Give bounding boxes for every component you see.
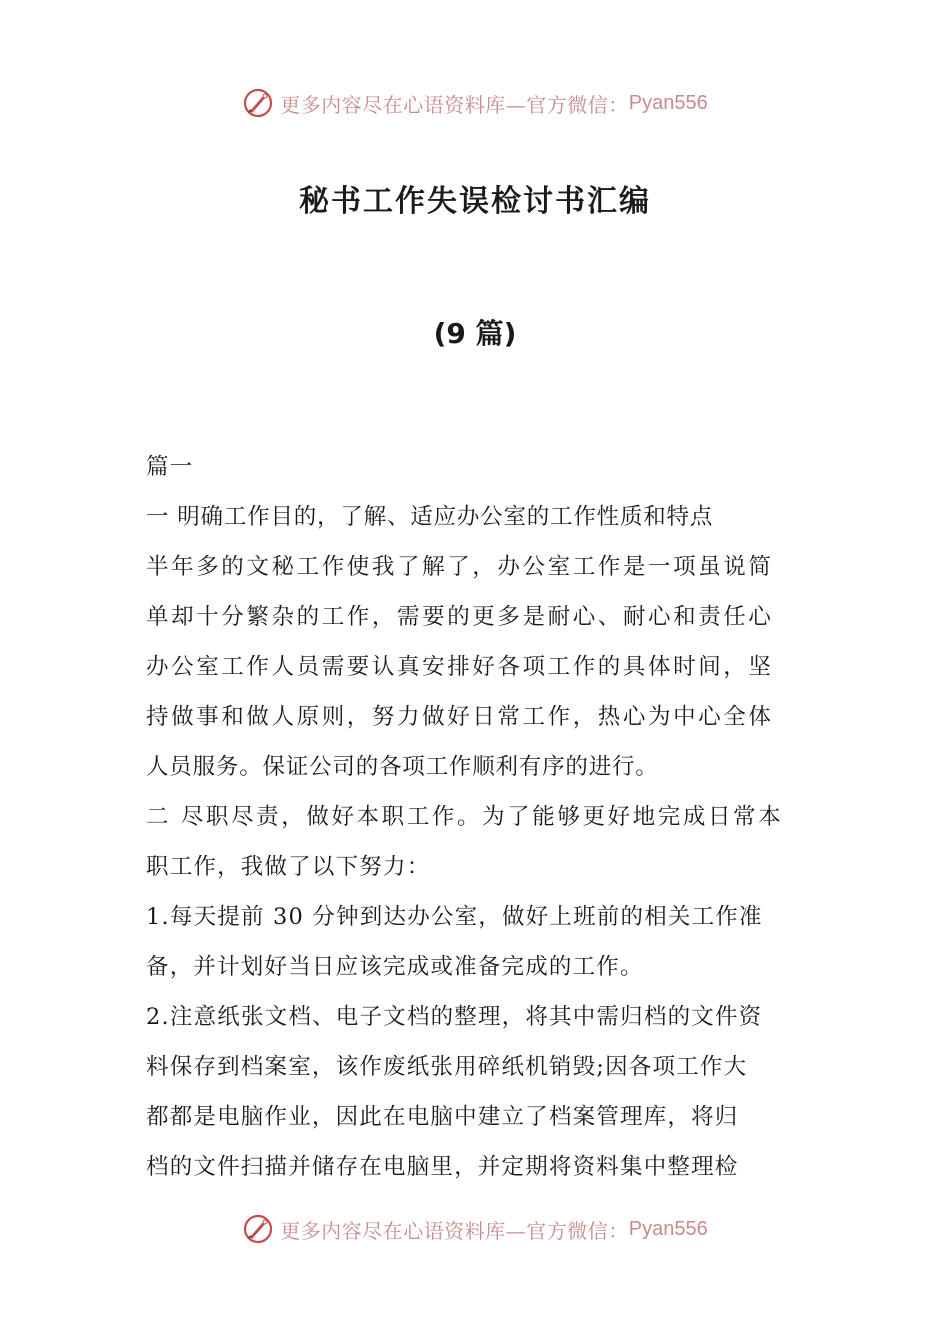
quill-logo-icon bbox=[242, 1213, 274, 1245]
body-line: 半年多的文秘工作使我了解了，办公室工作是一项虽说简 bbox=[146, 554, 774, 580]
watermark-text: 更多内容尽在心语资料库—官方微信： bbox=[280, 92, 629, 117]
quill-logo-icon bbox=[242, 87, 274, 119]
body-line: 持做事和做人原则，努力做好日常工作，热心为中心全体 bbox=[146, 704, 774, 730]
document-subtitle: (9 篇) bbox=[433, 317, 517, 350]
body-line: 单却十分繁杂的工作，需要的更多是耐心、耐心和责任心 bbox=[146, 604, 774, 630]
body-line: 备，并计划好当日应该完成或准备完成的工作。 bbox=[146, 954, 644, 980]
watermark-text: 更多内容尽在心语资料库—官方微信： bbox=[280, 1218, 629, 1243]
document-body bbox=[146, 442, 806, 1192]
document-title: 秘书工作失误检讨书汇编 bbox=[299, 184, 651, 219]
body-line: 人员服务。保证公司的各项工作顺利有序的进行。 bbox=[146, 754, 659, 780]
body-line: 职工作，我做了以下努力： bbox=[146, 854, 431, 880]
body-line: 料保存到档案室，该作废纸张用碎纸机销毁;因各项工作大 bbox=[146, 1054, 748, 1080]
watermark-wechat-id: Pyan556 bbox=[628, 91, 708, 114]
watermark-wechat-id: Pyan556 bbox=[628, 1217, 708, 1240]
body-line: 都都是电脑作业，因此在电脑中建立了档案管理库，将归 bbox=[146, 1104, 739, 1130]
watermark-banner-bottom bbox=[0, 1209, 950, 1249]
body-line: 二 尽职尽责，做好本职工作。为了能够更好地完成日常本 bbox=[146, 804, 784, 830]
body-line: 一 明确工作目的，了解、适应办公室的工作性质和特点 bbox=[146, 504, 714, 530]
body-line: 办公室工作人员需要认真安排好各项工作的具体时间，坚 bbox=[146, 654, 774, 680]
section-heading: 篇一 bbox=[146, 454, 194, 480]
watermark-banner-top bbox=[0, 83, 950, 123]
body-line: 档的文件扫描并储存在电脑里，并定期将资料集中整理检 bbox=[146, 1154, 739, 1180]
body-line: 1.每天提前 30 分钟到达办公室，做好上班前的相关工作准 bbox=[146, 904, 763, 930]
body-line: 2.注意纸张文档、电子文档的整理，将其中需归档的文件资 bbox=[146, 1004, 763, 1030]
